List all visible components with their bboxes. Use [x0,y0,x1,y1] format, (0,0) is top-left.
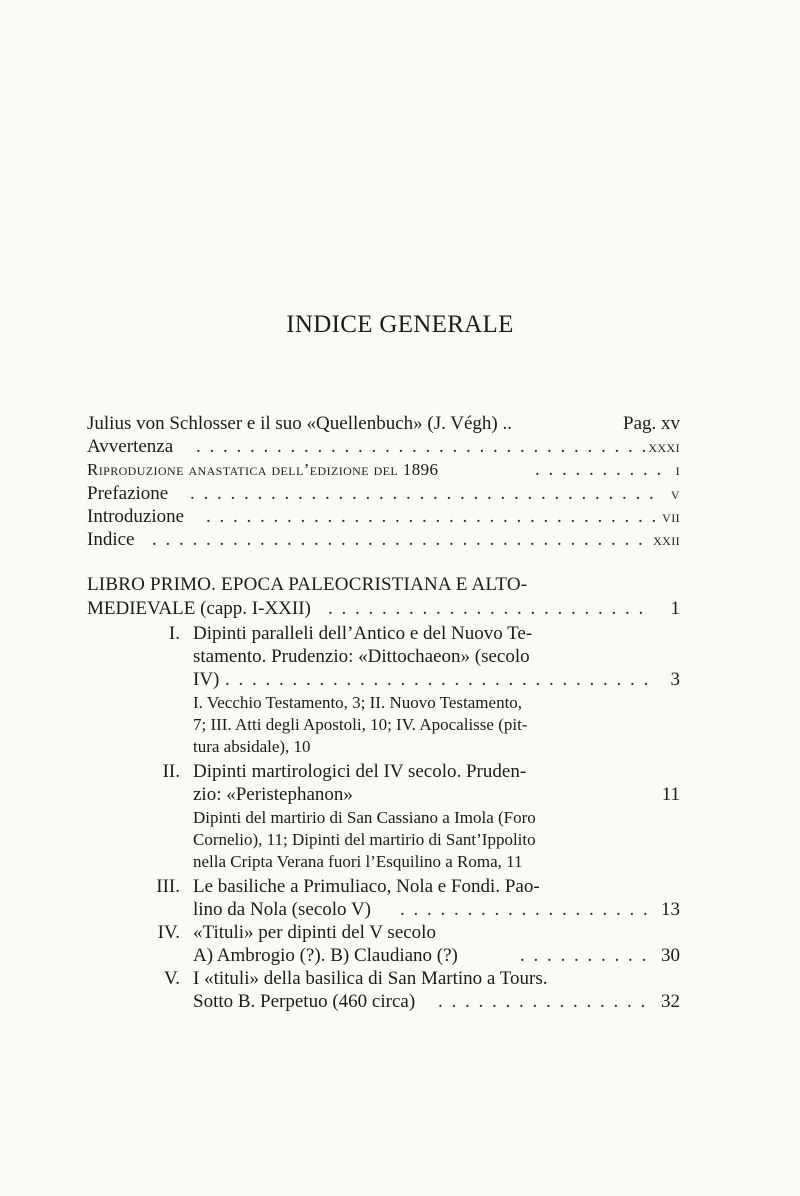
chapter-title-line: Dipinti paralleli dell’Antico e del Nuovo Te- [193,623,533,644]
toc-entry-label: Introduzione [87,506,185,527]
chapter-subentry-line: tura absidale), 10 [193,737,311,756]
dot-leader [438,990,648,1013]
dot-leader [196,435,656,458]
chapter-title-line: «Tituli» per dipinti del V secolo [193,922,436,943]
chapter-title-line: IV) [193,669,220,690]
chapter-title-line: Dipinti martirologici del IV secolo. Pruden- [193,761,527,782]
toc-entry-page: Pag. xv [623,413,680,434]
chapter-number: III. [156,876,180,897]
toc-entry-label: Avvertenza [87,436,174,457]
chapter-subentry-line: I. Vecchio Testamento, 3; II. Nuovo Testamento, [193,693,523,712]
toc-entry-page: 1 [670,598,680,619]
book-title-line: LIBRO PRIMO. EPOCA PALEOCRISTIANA E ALTO- [87,574,528,595]
chapter-title-line: zio: «Peristephanon» [193,784,353,805]
chapter-title-line: I «tituli» della basilica di San Martino a Tours. [193,968,548,989]
toc-entry-page: vii [662,507,680,526]
toc-entry-label: Riproduzione anastatica dell’edizione del 1896 [87,460,439,479]
toc-entry-page: 13 [661,899,680,920]
chapter-title-line: Sotto B. Perpetuo (460 circa) [193,991,416,1012]
toc-entry-page: xxii [653,530,680,549]
toc-entry-label: Julius von Schlosser e il suo «Quellenbuch» (J. Végh) .. [87,413,512,434]
dot-leader [225,668,650,691]
dot-leader [400,898,650,921]
chapter-number: V. [163,968,180,989]
page-title: INDICE GENERALE [286,311,514,338]
chapter-subentry-line: 7; III. Atti degli Apostoli, 10; IV. Apocalisse (pit- [193,715,528,734]
dot-leader [190,482,656,505]
toc-entry-page: 32 [661,991,680,1012]
chapter-title-line: lino da Nola (secolo V) [193,899,371,920]
toc-entry-page: xxxi [648,437,680,456]
toc-entry-label: Indice [87,529,135,550]
toc-entry-page: 30 [661,945,680,966]
chapter-number: I. [168,623,180,644]
chapter-subentry-line: Dipinti del martirio di San Cassiano a Imola (Foro [193,808,536,827]
dot-leader [328,597,648,620]
chapter-number: II. [162,761,180,782]
dot-leader [206,505,656,528]
toc-entry-page: 11 [661,784,680,805]
dot-leader [152,528,648,551]
toc-entry-page: i [675,460,680,479]
chapter-title-line: Le basiliche a Primuliaco, Nola e Fondi. Pao- [193,876,540,897]
chapter-title-line: stamento. Prudenzio: «Dittochaeon» (secolo [193,646,530,667]
chapter-title-line: A) Ambrogio (?). B) Claudiano (?) [193,945,458,966]
chapter-subentry-line: Cornelio), 11; Dipinti del martirio di Sant’Ippolito [193,830,536,849]
book-title-line: MEDIEVALE (capp. I-XXII) [87,598,311,619]
chapter-subentry-line: nella Cripta Verana fuori l’Esquilino a Roma, 11 [193,852,523,871]
chapter-number: IV. [157,922,180,943]
toc-entry-page: v [670,484,680,503]
toc-entry-page: 3 [670,669,680,690]
toc-entry-label: Prefazione [87,483,169,504]
